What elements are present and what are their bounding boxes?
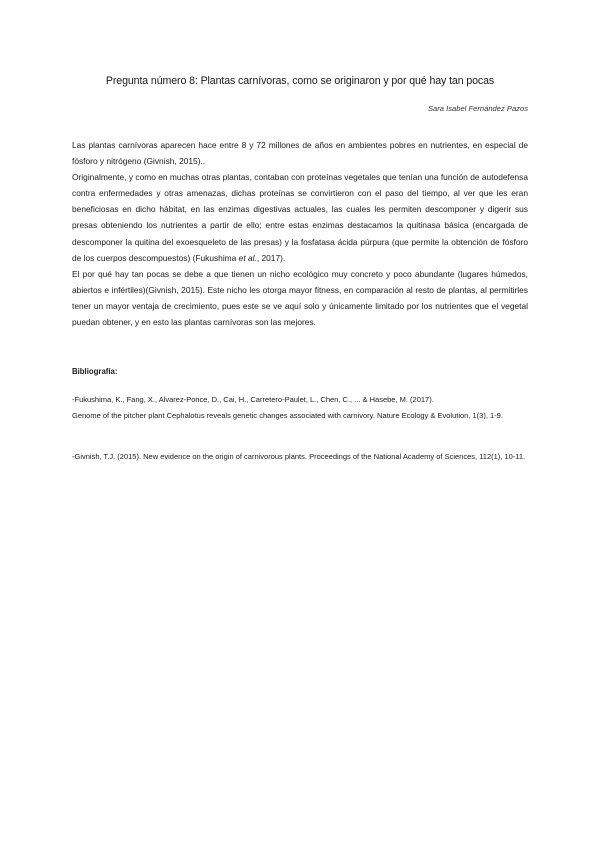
reference-1 <box>72 392 532 424</box>
document-title: Pregunta número 8: Plantas carnívoras, como se originaron y por qué hay tan pocas <box>105 75 495 87</box>
paragraph-2-text: Originalmente, y como en muchas otras plantas, contaban con proteínas vegetales que tenían una función de autodefensa contra enfermedades y otras amenazas, dichas proteínas se convirtieron con el paso del tiempo, al ver que les eran beneficiosas en dicho hábitat, en las enzimas digestivas actuales, las cuales les permiten descomponer y digerir sus presas obteniendo los nutrientes a partir de ello; entre estas enzimas destacamos la quitinasa básica (encargada de descomponer la quitina del exoesqueleto de las presas) y la fosfatasa ácida púrpura (que permite la obtención de fósforo de los cuerpos descompuestos) (Fukushima <box>72 172 528 263</box>
author-name: Sara Isabel Fernández Pazos <box>427 104 528 113</box>
reference-2 <box>72 449 532 465</box>
reference-1-authors: -Fukushima, K., Fang, X., Alvarez-Ponce, D., Cai, H., Carretero-Paulet, L., Chen, C., ... & Hasebe, M. (2017). <box>72 395 434 404</box>
paragraph-3: El por qué hay tan pocas se debe a que tienen un nicho ecológico muy concreto y poco abundante (lugares húmedos, abiertos e infértiles)(Givnish, 2015). Este nicho les otorga mayor fitness, en comparación al resto de plantas, al permitirles tener un mayor ventaja de crecimiento, pues este se ve aquí solo y únicamente limitado por los nutrientes que el vegetal puedan obtener, y en esto las plantas carnívoras son las mejores. <box>72 268 528 328</box>
paragraph-2-end: , 2017). <box>256 252 286 263</box>
bibliography-heading: Bibliografía: <box>72 367 118 376</box>
reference-2-text: -Givnish, T.J. (2015). New evidence on the origin of carnivorous plants. Proceedings of the National Academy of Sciences, 112(1), 10-11. <box>72 452 526 461</box>
reference-1-details: Genome of the pitcher plant Cephalotus reveals genetic changes associated with carnivory. Nature Ecology & Evolution, 1(3), 1-9. <box>72 411 503 420</box>
paragraph-1: Las plantas carnívoras aparecen hace entre 8 y 72 millones de años en ambientes pobres en nutrientes, en especial de fósforo y nitrógeno (Givnish, 2015).. <box>72 140 528 167</box>
paragraph-2 <box>72 169 528 266</box>
document-body <box>72 137 528 330</box>
paragraph-2-italic: et al. <box>238 252 257 263</box>
